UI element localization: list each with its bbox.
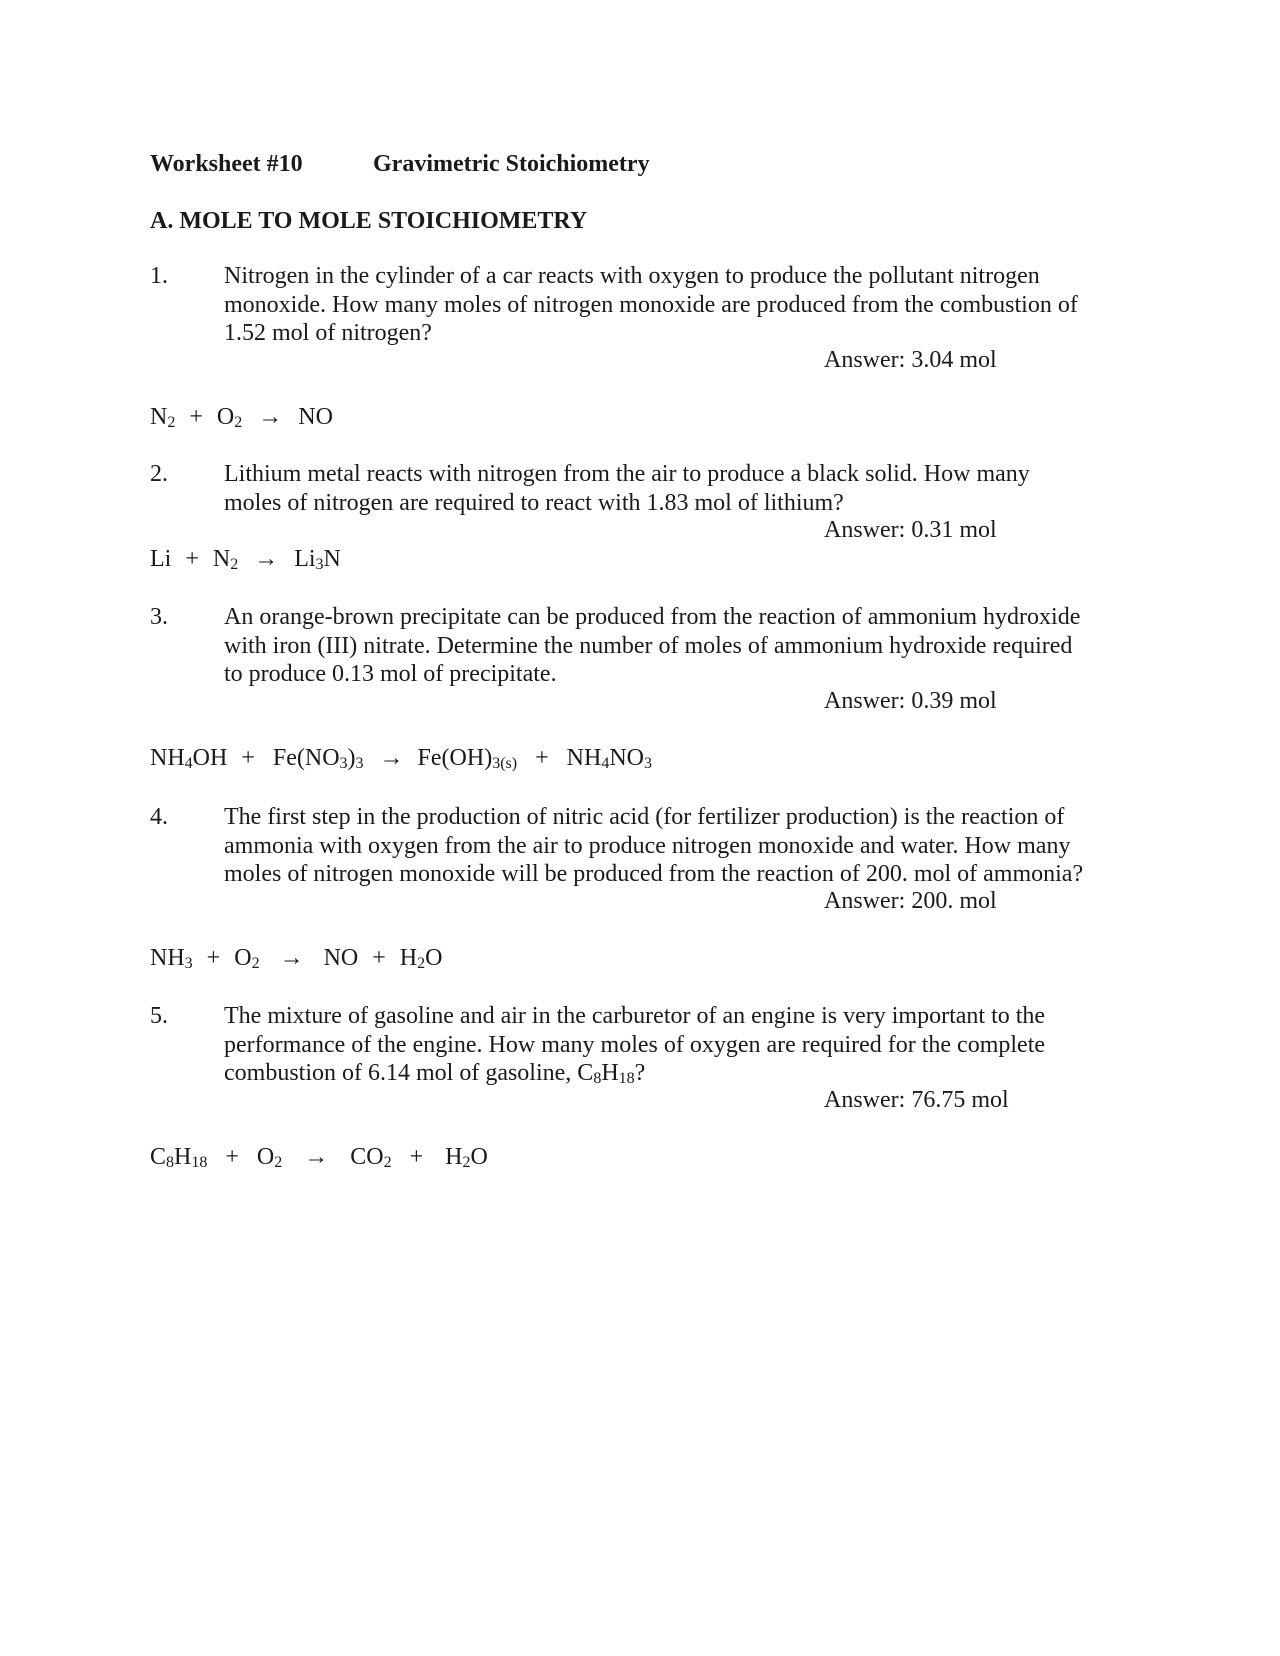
equation-3: $NH_4OH + Fe(NO_3)_3 \to Fe(OH)_{3(s)} + NH_4NO_3$	[150, 745, 652, 772]
equation-1: $N_2 + O_2$ → NO	[150, 404, 333, 431]
question-3-text	[224, 603, 1144, 689]
question-5-answer: Answer: 76.75 mol	[824, 1087, 1009, 1113]
question-3-line-2: with iron (III) nitrate. Determine the number of moles of ammonium hydroxide required	[224, 632, 1073, 659]
question-5-text	[224, 1002, 1144, 1088]
question-3-number: 3.	[150, 604, 168, 630]
equation-2: $Li + N_2 \to Li_3N$	[150, 546, 341, 573]
worksheet-number: Worksheet #10	[150, 151, 303, 177]
question-2-answer: Answer: 0.31 mol	[824, 517, 997, 543]
question-1-line-3: 1.52 mol of nitrogen?	[224, 320, 432, 346]
question-5-line-3: combustion of 6.14 mol of gasoline, $C_8H_{18}$?	[224, 1060, 646, 1087]
worksheet-topic: Gravimetric Stoichiometry	[373, 151, 650, 177]
question-3-line-3: to produce 0.13 mol of precipitate.	[224, 661, 557, 687]
question-4-text	[224, 803, 1144, 889]
question-1-answer: Answer: 3.04 mol	[824, 347, 997, 373]
question-5-number: 5.	[150, 1003, 168, 1029]
question-4-number: 4.	[150, 804, 168, 830]
question-2-number: 2.	[150, 461, 168, 487]
question-2-line-1: Lithium metal reacts with nitrogen from the air to produce a black solid. How many	[224, 461, 1030, 487]
question-3-line-1: An orange-brown precipitate can be produced from the reaction of ammonium hydroxide	[224, 604, 1081, 630]
question-1-line-2: monoxide. How many moles of nitrogen monoxide are produced from the combustion of	[224, 291, 1078, 318]
question-5-line-2: performance of the engine. How many moles of oxygen are required for the complete	[224, 1031, 1046, 1058]
section-heading: A. MOLE TO MOLE STOICHIOMETRY	[150, 208, 588, 234]
question-1-line-1: Nitrogen in the cylinder of a car reacts with oxygen to produce the pollutant nitrogen	[224, 263, 1040, 289]
question-4-line-1: The first step in the production of nitric acid (for fertilizer production) is the reaction of	[224, 804, 1065, 830]
question-4-line-2: ammonia with oxygen from the air to produce nitrogen monoxide and water. How many	[224, 832, 1071, 859]
question-2-line-2: moles of nitrogen are required to react with 1.83 mol of lithium?	[224, 489, 844, 516]
question-1-number: 1.	[150, 263, 168, 289]
question-1-text	[224, 262, 1144, 348]
question-5-line-1: The mixture of gasoline and air in the carburetor of an engine is very important to the	[224, 1003, 1046, 1029]
equation-5: $C_8H_{18} + O_2 \to CO_2 + H_2O$	[150, 1144, 488, 1171]
question-4-line-3: moles of nitrogen monoxide will be produced from the reaction of 200. mol of ammonia?	[224, 861, 1084, 887]
question-4-answer: Answer: 200. mol	[824, 888, 997, 914]
equation-4: $NH_3 + O_2$ → NO + $H_2O$	[150, 945, 443, 972]
question-2-text	[224, 460, 1144, 517]
question-3-answer: Answer: 0.39 mol	[824, 688, 997, 714]
